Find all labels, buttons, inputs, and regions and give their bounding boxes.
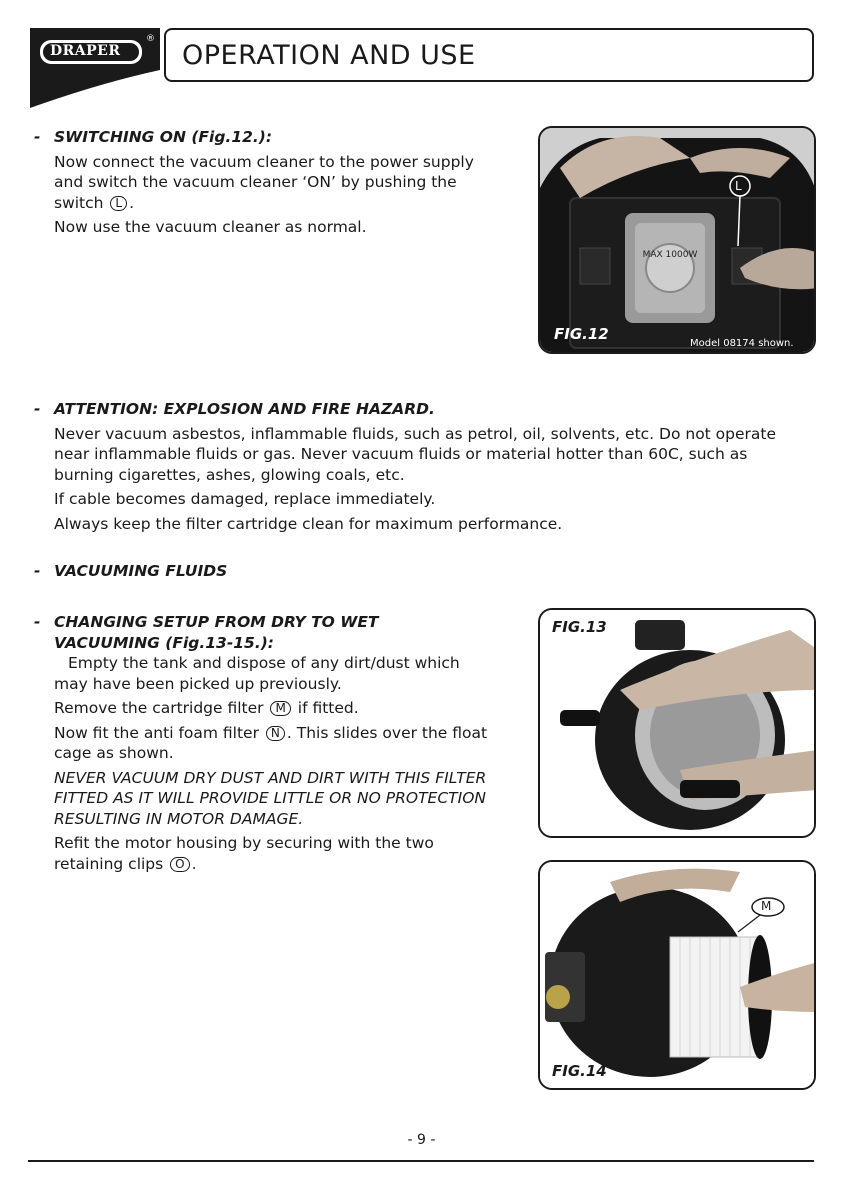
bullet-dash: - [34,562,41,580]
paragraph-line: Never vacuum asbestos, inflammable fluids, such as petrol, oil, solvents, etc. Do not operate [54,424,777,443]
paragraph-line: near inflammable fluids or gas. Never vacuum fluids or material hotter than 60C, such as [54,445,748,463]
text-fragment: . [191,854,197,873]
key-label-l: L [110,196,127,211]
figure-13 [538,608,816,838]
paragraph-line: may have been picked up previously. [54,674,342,693]
brand-name: DRAPER [50,43,121,59]
paragraph-line [54,854,514,875]
section-heading: VACUUMING FLUIDS [54,562,228,580]
fig14-label: FIG.14 [552,1062,607,1080]
section-heading: ATTENTION: EXPLOSION AND FIRE HAZARD. [54,400,435,418]
section-changing-setup [34,612,514,874]
page-title: OPERATION AND USE [182,40,476,71]
paragraph-line: If cable becomes damaged, replace immediately. [54,490,436,508]
key-label-o: O [170,857,189,872]
bullet-dash: - [34,128,41,146]
paragraph-line: and switch the vacuum cleaner ‘ON’ by pushing the [54,173,457,191]
section-switching-on [34,127,514,238]
fig14-callout-m: M [761,899,772,913]
figure-14 [538,860,816,1090]
key-label-m: M [270,701,290,716]
warning-line: RESULTING IN MOTOR DAMAGE. [54,809,304,828]
paragraph-line [54,698,514,719]
text-fragment: if fitted. [297,699,359,717]
warning-line: FITTED AS IT WILL PROVIDE LITTLE OR NO PROTECTION [54,789,487,807]
bullet-dash: - [34,613,41,631]
paragraph-line: cage as shown. [54,744,174,762]
section-vacuuming-fluids [34,561,228,582]
text-fragment: switch [54,193,104,212]
key-label-n: N [266,726,285,741]
paragraph-line: Empty the tank and dispose of any dirt/dust which [68,654,460,672]
text-fragment: . This slides over the float [286,723,488,742]
paragraph-line [54,723,514,744]
section-attention [34,399,814,534]
paragraph-line: Refit the motor housing by securing with the two [54,834,434,852]
paragraph-line: Now connect the vacuum cleaner to the power supply [54,152,474,171]
paragraph-line [54,193,514,214]
footer-divider [28,1160,814,1162]
registered-mark: ® [146,34,155,44]
socket-label: MAX 1000W [642,250,698,260]
page-number: - 9 - [407,1132,436,1148]
text-fragment: Remove the cartridge filter [54,699,264,717]
figure-12 [538,126,816,354]
draper-logo [30,28,160,108]
fig13-photo [540,610,816,838]
title-box [164,28,814,82]
paragraph-line: burning cigarettes, ashes, glowing coals, etc. [54,465,405,484]
paragraph-line: Always keep the filter cartridge clean for maximum performance. [54,514,563,533]
bullet-dash: - [34,400,41,418]
section-heading: SWITCHING ON (Fig.12.): [54,128,273,146]
fig12-caption: Model 08174 shown. [690,338,794,349]
fig12-label: FIG.12 [554,325,609,343]
fig13-label: FIG.13 [552,618,607,636]
warning-line: NEVER VACUUM DRY DUST AND DIRT WITH THIS FILTER [54,768,487,787]
fig12-photo [540,128,816,354]
fig12-callout-l: L [735,179,742,193]
fig14-photo [540,862,816,1090]
paragraph-line: Now use the vacuum cleaner as normal. [54,218,367,236]
text-fragment: . [129,193,135,212]
section-heading: CHANGING SETUP FROM DRY TO WET [54,613,379,631]
section-heading-cont: VACUUMING (Fig.13-15.): [54,633,275,652]
text-fragment: retaining clips [54,854,164,873]
text-fragment: Now fit the anti foam filter [54,723,259,742]
